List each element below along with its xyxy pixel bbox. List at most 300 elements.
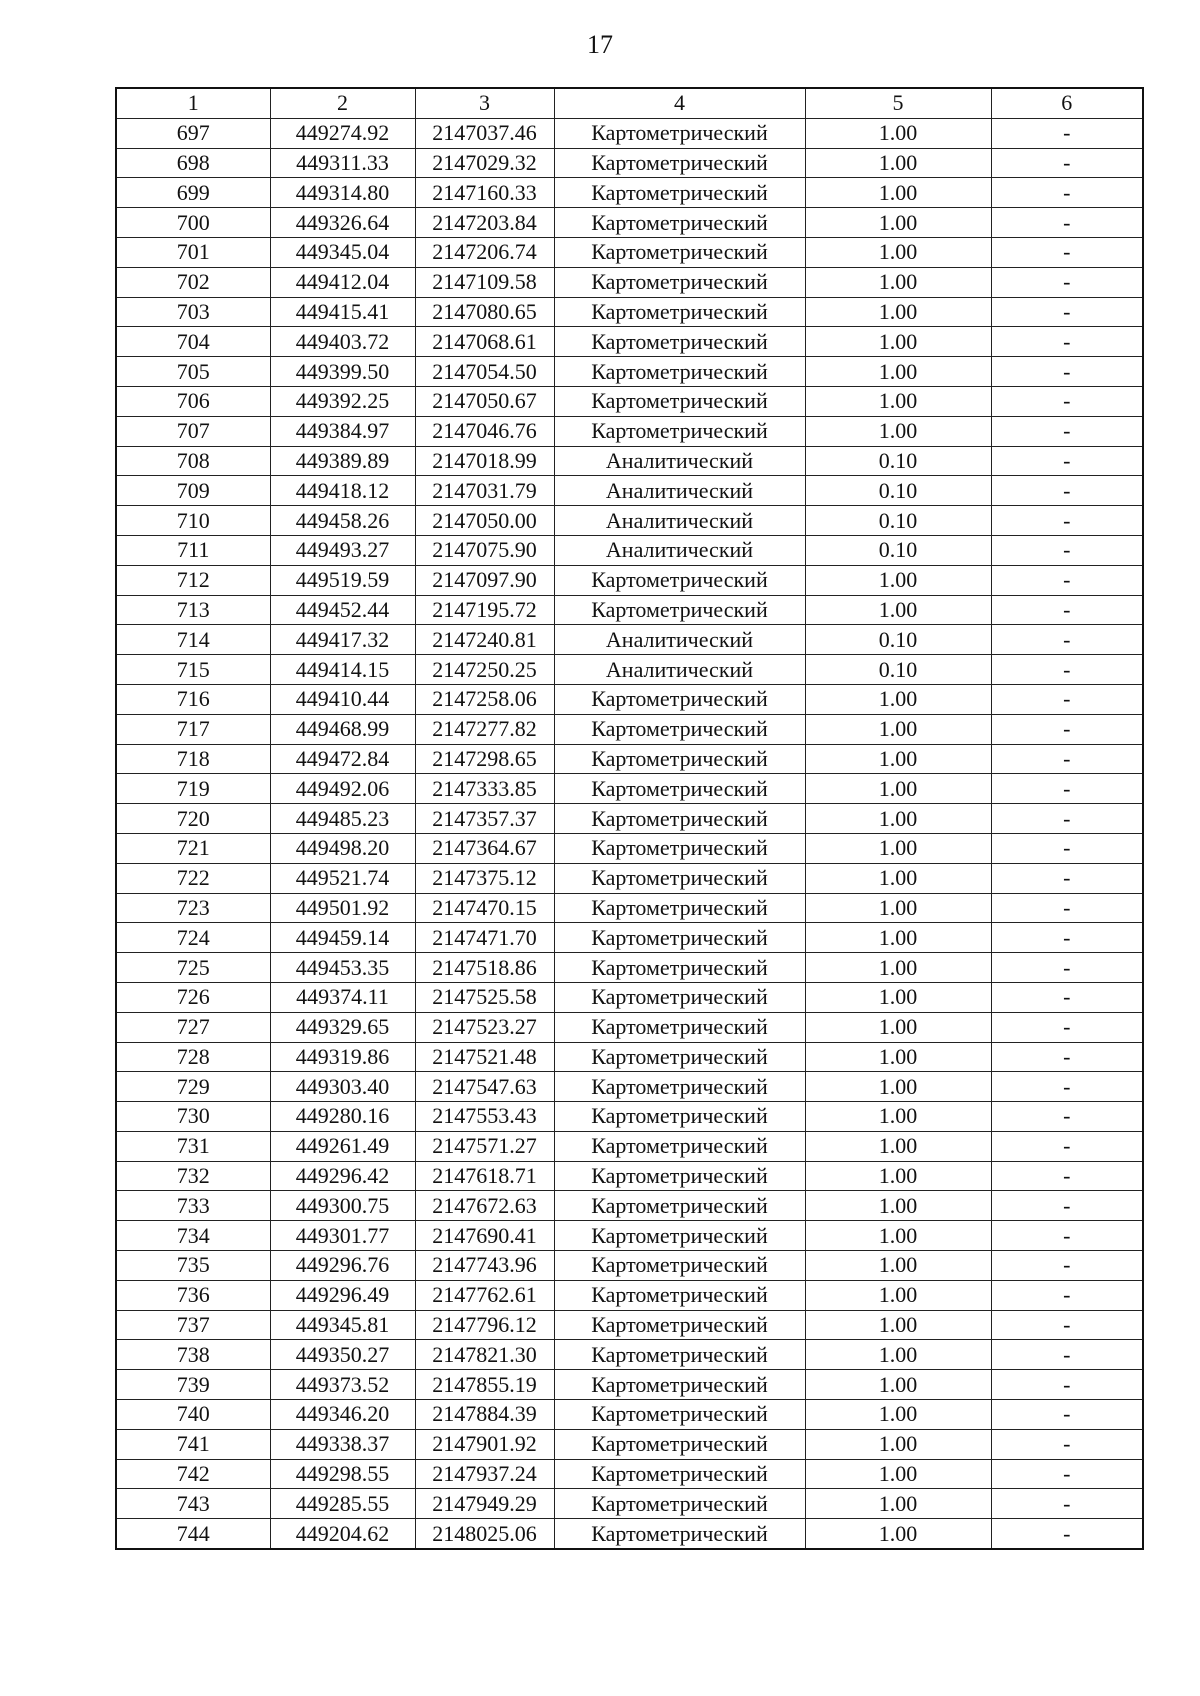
table-cell: 449345.81: [270, 1310, 415, 1340]
table-cell: 737: [116, 1310, 270, 1340]
table-cell: Картометрический: [554, 923, 805, 953]
table-cell: 744: [116, 1519, 270, 1549]
table-row: [116, 1072, 1143, 1102]
table-cell: Картометрический: [554, 1042, 805, 1072]
table-cell: 449417.32: [270, 625, 415, 655]
table-cell: 714: [116, 625, 270, 655]
table-cell: -: [991, 982, 1143, 1012]
table-cell: Картометрический: [554, 1072, 805, 1102]
table-cell: -: [991, 327, 1143, 357]
table-cell: Картометрический: [554, 1400, 805, 1430]
table-cell: 449374.11: [270, 982, 415, 1012]
table-cell: 1.00: [805, 1519, 991, 1549]
table-cell: 2147046.76: [415, 416, 554, 446]
table-row: [116, 1370, 1143, 1400]
table-row: [116, 953, 1143, 983]
table-cell: Картометрический: [554, 1251, 805, 1281]
table-cell: 721: [116, 833, 270, 863]
table-cell: -: [991, 1310, 1143, 1340]
table-cell: 743: [116, 1489, 270, 1519]
table-cell: 449501.92: [270, 893, 415, 923]
table-cell: -: [991, 893, 1143, 923]
table-cell: 449345.04: [270, 237, 415, 267]
table-cell: 449373.52: [270, 1370, 415, 1400]
table-cell: -: [991, 118, 1143, 148]
table-cell: 2147547.63: [415, 1072, 554, 1102]
table-cell: 2147018.99: [415, 446, 554, 476]
table-cell: -: [991, 476, 1143, 506]
table-cell: 0.10: [805, 476, 991, 506]
table-cell: 2147075.90: [415, 535, 554, 565]
table-row: [116, 506, 1143, 536]
table-cell: -: [991, 208, 1143, 238]
table-cell: 1.00: [805, 1429, 991, 1459]
table-cell: 1.00: [805, 297, 991, 327]
table-cell: 1.00: [805, 833, 991, 863]
table-row: [116, 1042, 1143, 1072]
table-header-row: [116, 88, 1143, 118]
table-cell: 706: [116, 386, 270, 416]
table-cell: 449319.86: [270, 1042, 415, 1072]
table-row: [116, 893, 1143, 923]
table-cell: 2147240.81: [415, 625, 554, 655]
table-cell: -: [991, 506, 1143, 536]
table-cell: 2147521.48: [415, 1042, 554, 1072]
table-cell: 2147796.12: [415, 1310, 554, 1340]
table-row: [116, 148, 1143, 178]
table-cell: Картометрический: [554, 386, 805, 416]
table-cell: 704: [116, 327, 270, 357]
table-cell: 1.00: [805, 595, 991, 625]
table-row: [116, 178, 1143, 208]
table-cell: -: [991, 923, 1143, 953]
table-cell: 729: [116, 1072, 270, 1102]
table-cell: -: [991, 1251, 1143, 1281]
table-cell: 717: [116, 714, 270, 744]
table-cell: 2147672.63: [415, 1191, 554, 1221]
table-cell: Аналитический: [554, 476, 805, 506]
table-cell: 2147618.71: [415, 1161, 554, 1191]
table-row: [116, 625, 1143, 655]
table-cell: 2147949.29: [415, 1489, 554, 1519]
table-cell: Картометрический: [554, 267, 805, 297]
table-cell: 1.00: [805, 1042, 991, 1072]
table-cell: Картометрический: [554, 118, 805, 148]
table-cell: -: [991, 1489, 1143, 1519]
table-cell: 449418.12: [270, 476, 415, 506]
table-cell: Картометрический: [554, 1429, 805, 1459]
table-cell: 449468.99: [270, 714, 415, 744]
table-cell: 2147277.82: [415, 714, 554, 744]
table-cell: -: [991, 1459, 1143, 1489]
table-cell: 708: [116, 446, 270, 476]
table-cell: -: [991, 1519, 1143, 1549]
table-cell: 2147068.61: [415, 327, 554, 357]
table-cell: -: [991, 595, 1143, 625]
table-cell: 1.00: [805, 953, 991, 983]
table-cell: 2147298.65: [415, 744, 554, 774]
table-body: [116, 118, 1143, 1549]
table-cell: 449492.06: [270, 774, 415, 804]
column-header: 3: [415, 88, 554, 118]
table-cell: 1.00: [805, 178, 991, 208]
table-cell: -: [991, 833, 1143, 863]
table-cell: 1.00: [805, 1161, 991, 1191]
table-row: [116, 655, 1143, 685]
table-cell: 709: [116, 476, 270, 506]
table-cell: Картометрический: [554, 804, 805, 834]
table-cell: 1.00: [805, 118, 991, 148]
table-row: [116, 833, 1143, 863]
table-cell: 449346.20: [270, 1400, 415, 1430]
table-cell: Картометрический: [554, 1131, 805, 1161]
table-cell: Аналитический: [554, 506, 805, 536]
table-row: [116, 1102, 1143, 1132]
table-cell: 730: [116, 1102, 270, 1132]
table-cell: Картометрический: [554, 595, 805, 625]
table-cell: Картометрический: [554, 1459, 805, 1489]
table-cell: 702: [116, 267, 270, 297]
table-cell: Картометрический: [554, 1489, 805, 1519]
table-cell: -: [991, 953, 1143, 983]
table-cell: Картометрический: [554, 357, 805, 387]
table-cell: 731: [116, 1131, 270, 1161]
table-cell: 707: [116, 416, 270, 446]
table-cell: 449314.80: [270, 178, 415, 208]
table-cell: 712: [116, 565, 270, 595]
table-row: [116, 416, 1143, 446]
table-cell: 1.00: [805, 1400, 991, 1430]
table-cell: 722: [116, 863, 270, 893]
table-cell: -: [991, 357, 1143, 387]
table-cell: 1.00: [805, 923, 991, 953]
table-cell: -: [991, 1102, 1143, 1132]
table-cell: -: [991, 684, 1143, 714]
table-row: [116, 237, 1143, 267]
table-cell: Картометрический: [554, 1161, 805, 1191]
table-cell: 2147333.85: [415, 774, 554, 804]
table-cell: 2147031.79: [415, 476, 554, 506]
table-cell: 2147884.39: [415, 1400, 554, 1430]
table-cell: 449485.23: [270, 804, 415, 834]
table-cell: -: [991, 237, 1143, 267]
table-row: [116, 982, 1143, 1012]
table-cell: Картометрический: [554, 565, 805, 595]
table-row: [116, 1161, 1143, 1191]
table-row: [116, 297, 1143, 327]
table-cell: 449296.76: [270, 1251, 415, 1281]
table-cell: 449204.62: [270, 1519, 415, 1549]
table-cell: 725: [116, 953, 270, 983]
table-cell: 2147037.46: [415, 118, 554, 148]
table-cell: 1.00: [805, 565, 991, 595]
table-cell: 698: [116, 148, 270, 178]
table-cell: 2147375.12: [415, 863, 554, 893]
table-cell: Картометрический: [554, 1221, 805, 1251]
table-cell: 449521.74: [270, 863, 415, 893]
table-cell: 740: [116, 1400, 270, 1430]
table-cell: -: [991, 178, 1143, 208]
table-cell: -: [991, 1429, 1143, 1459]
column-header: 4: [554, 88, 805, 118]
table-cell: Картометрический: [554, 237, 805, 267]
table-cell: 449274.92: [270, 118, 415, 148]
table-cell: -: [991, 655, 1143, 685]
table-cell: 724: [116, 923, 270, 953]
table-cell: Картометрический: [554, 893, 805, 923]
table-row: [116, 1012, 1143, 1042]
table-cell: 449498.20: [270, 833, 415, 863]
table-row: [116, 774, 1143, 804]
table-cell: 2147357.37: [415, 804, 554, 834]
table-cell: 2147206.74: [415, 237, 554, 267]
table-cell: -: [991, 1131, 1143, 1161]
table-row: [116, 565, 1143, 595]
table-cell: 449414.15: [270, 655, 415, 685]
table-cell: Картометрический: [554, 1102, 805, 1132]
table-cell: -: [991, 416, 1143, 446]
table-cell: 449410.44: [270, 684, 415, 714]
table-cell: Картометрический: [554, 714, 805, 744]
table-cell: Картометрический: [554, 744, 805, 774]
table-cell: -: [991, 1012, 1143, 1042]
table-row: [116, 863, 1143, 893]
table-cell: 1.00: [805, 1191, 991, 1221]
table-cell: Картометрический: [554, 178, 805, 208]
table-cell: 2147054.50: [415, 357, 554, 387]
table-cell: Картометрический: [554, 684, 805, 714]
table-cell: 1.00: [805, 1280, 991, 1310]
table-cell: 2147097.90: [415, 565, 554, 595]
table-cell: 742: [116, 1459, 270, 1489]
table-cell: Картометрический: [554, 1280, 805, 1310]
table-cell: 1.00: [805, 1131, 991, 1161]
table-row: [116, 595, 1143, 625]
table-row: [116, 357, 1143, 387]
column-header: 1: [116, 88, 270, 118]
table-cell: 1.00: [805, 327, 991, 357]
table-cell: -: [991, 1042, 1143, 1072]
table-cell: Картометрический: [554, 953, 805, 983]
table-cell: 2147050.00: [415, 506, 554, 536]
table-cell: 723: [116, 893, 270, 923]
table-row: [116, 535, 1143, 565]
table-cell: Картометрический: [554, 297, 805, 327]
table-cell: 449301.77: [270, 1221, 415, 1251]
table-cell: 1.00: [805, 1251, 991, 1281]
table-cell: Картометрический: [554, 1340, 805, 1370]
table-cell: 449350.27: [270, 1340, 415, 1370]
table-cell: 0.10: [805, 446, 991, 476]
table-cell: 449296.42: [270, 1161, 415, 1191]
table-cell: -: [991, 1400, 1143, 1430]
table-row: [116, 1400, 1143, 1430]
table-row: [116, 1310, 1143, 1340]
table-cell: 1.00: [805, 684, 991, 714]
table-cell: 449459.14: [270, 923, 415, 953]
table-cell: 449338.37: [270, 1429, 415, 1459]
table-cell: -: [991, 565, 1143, 595]
table-cell: -: [991, 863, 1143, 893]
table-cell: 2147195.72: [415, 595, 554, 625]
table-cell: 2147901.92: [415, 1429, 554, 1459]
column-header: 6: [991, 88, 1143, 118]
table-cell: Аналитический: [554, 625, 805, 655]
table-cell: 701: [116, 237, 270, 267]
table-cell: 735: [116, 1251, 270, 1281]
table-cell: 449452.44: [270, 595, 415, 625]
table-cell: 449298.55: [270, 1459, 415, 1489]
table-cell: 739: [116, 1370, 270, 1400]
table-cell: 449329.65: [270, 1012, 415, 1042]
table-cell: 1.00: [805, 416, 991, 446]
table-cell: 2147080.65: [415, 297, 554, 327]
table-cell: 2147855.19: [415, 1370, 554, 1400]
table-cell: -: [991, 625, 1143, 655]
table-cell: -: [991, 1370, 1143, 1400]
table-row: [116, 1459, 1143, 1489]
table-cell: -: [991, 1191, 1143, 1221]
table-cell: 0.10: [805, 655, 991, 685]
table-row: [116, 1280, 1143, 1310]
table-cell: 449493.27: [270, 535, 415, 565]
table-cell: Картометрический: [554, 1370, 805, 1400]
table-cell: 1.00: [805, 237, 991, 267]
table-cell: 449311.33: [270, 148, 415, 178]
table-cell: 697: [116, 118, 270, 148]
table-cell: 1.00: [805, 148, 991, 178]
table-cell: 732: [116, 1161, 270, 1191]
table-cell: 2148025.06: [415, 1519, 554, 1549]
table-row: [116, 804, 1143, 834]
table-cell: 0.10: [805, 625, 991, 655]
table-cell: 733: [116, 1191, 270, 1221]
table-cell: 0.10: [805, 506, 991, 536]
table-row: [116, 923, 1143, 953]
table-cell: 738: [116, 1340, 270, 1370]
table-cell: 2147525.58: [415, 982, 554, 1012]
coordinates-table: [115, 87, 1144, 1550]
table-row: [116, 1429, 1143, 1459]
table-cell: Аналитический: [554, 446, 805, 476]
table-cell: 715: [116, 655, 270, 685]
table-cell: 2147203.84: [415, 208, 554, 238]
table-cell: 449285.55: [270, 1489, 415, 1519]
table-cell: 449300.75: [270, 1191, 415, 1221]
table-cell: -: [991, 1280, 1143, 1310]
table-cell: 2147743.96: [415, 1251, 554, 1281]
table-cell: 719: [116, 774, 270, 804]
table-cell: 710: [116, 506, 270, 536]
table-cell: 718: [116, 744, 270, 774]
table-cell: 2147160.33: [415, 178, 554, 208]
table-cell: Картометрический: [554, 833, 805, 863]
table-cell: Картометрический: [554, 863, 805, 893]
table-cell: 1.00: [805, 357, 991, 387]
table-cell: 2147571.27: [415, 1131, 554, 1161]
table-row: [116, 1191, 1143, 1221]
table-cell: Картометрический: [554, 1310, 805, 1340]
table-cell: Картометрический: [554, 1191, 805, 1221]
table-cell: 1.00: [805, 982, 991, 1012]
table-cell: -: [991, 714, 1143, 744]
table-cell: 1.00: [805, 1102, 991, 1132]
table-cell: Картометрический: [554, 208, 805, 238]
table-cell: 1.00: [805, 208, 991, 238]
table-cell: -: [991, 1221, 1143, 1251]
table-cell: 449403.72: [270, 327, 415, 357]
table-row: [116, 386, 1143, 416]
table-cell: 449453.35: [270, 953, 415, 983]
table-cell: 2147109.58: [415, 267, 554, 297]
table-cell: 734: [116, 1221, 270, 1251]
table-row: [116, 118, 1143, 148]
table-cell: 449472.84: [270, 744, 415, 774]
table-cell: 1.00: [805, 1340, 991, 1370]
table-cell: 2147470.15: [415, 893, 554, 923]
table-cell: -: [991, 774, 1143, 804]
table-cell: 726: [116, 982, 270, 1012]
table-cell: -: [991, 148, 1143, 178]
table-cell: 716: [116, 684, 270, 714]
table-cell: Картометрический: [554, 774, 805, 804]
column-header: 2: [270, 88, 415, 118]
table-cell: 736: [116, 1280, 270, 1310]
table-cell: 1.00: [805, 714, 991, 744]
table-cell: 700: [116, 208, 270, 238]
table-cell: 2147250.25: [415, 655, 554, 685]
table-cell: 1.00: [805, 267, 991, 297]
table-cell: 1.00: [805, 1310, 991, 1340]
table-row: [116, 714, 1143, 744]
table-cell: Картометрический: [554, 416, 805, 446]
table-cell: -: [991, 386, 1143, 416]
table-cell: 1.00: [805, 1370, 991, 1400]
table-cell: 449412.04: [270, 267, 415, 297]
table-cell: 713: [116, 595, 270, 625]
table-cell: 1.00: [805, 893, 991, 923]
table-cell: 2147690.41: [415, 1221, 554, 1251]
table-cell: 2147364.67: [415, 833, 554, 863]
table-row: [116, 327, 1143, 357]
table-cell: 1.00: [805, 744, 991, 774]
table-cell: 1.00: [805, 1459, 991, 1489]
table-cell: 2147553.43: [415, 1102, 554, 1132]
table-cell: 705: [116, 357, 270, 387]
table-row: [116, 476, 1143, 506]
table-cell: 1.00: [805, 386, 991, 416]
table-cell: -: [991, 446, 1143, 476]
table-row: [116, 267, 1143, 297]
table-cell: 449326.64: [270, 208, 415, 238]
table-row: [116, 1340, 1143, 1370]
table-row: [116, 684, 1143, 714]
table-cell: 1.00: [805, 1012, 991, 1042]
table-cell: 727: [116, 1012, 270, 1042]
table-cell: Аналитический: [554, 535, 805, 565]
table-row: [116, 1251, 1143, 1281]
table-cell: -: [991, 1072, 1143, 1102]
table-cell: 449389.89: [270, 446, 415, 476]
table-cell: Картометрический: [554, 1519, 805, 1549]
table-cell: Аналитический: [554, 655, 805, 685]
table-cell: 449458.26: [270, 506, 415, 536]
table-cell: 1.00: [805, 1221, 991, 1251]
table-cell: 449303.40: [270, 1072, 415, 1102]
table-cell: 0.10: [805, 535, 991, 565]
table-cell: 1.00: [805, 774, 991, 804]
table-cell: 2147029.32: [415, 148, 554, 178]
